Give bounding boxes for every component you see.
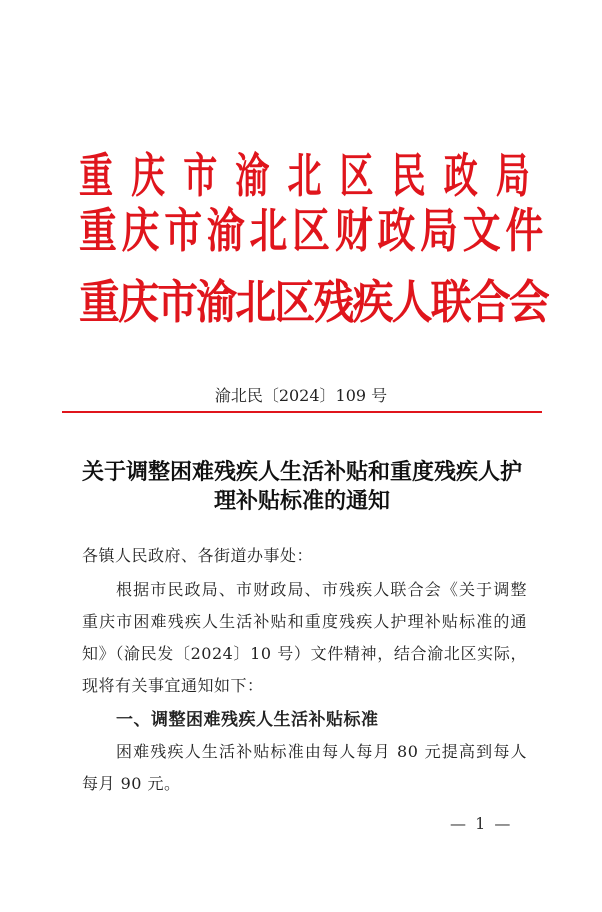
red-divider-rule	[62, 411, 542, 413]
document-title-line-1: 关于调整困难残疾人生活补贴和重度残疾人护	[81, 459, 522, 485]
section-heading-1: 一、调整困难残疾人生活补贴标准	[116, 710, 379, 730]
agency-name-disabled-federation: 重庆市渝北区残疾人联合会	[79, 275, 548, 329]
document-number: 渝北民〔2024〕109 号	[214, 386, 388, 405]
document-title-line-2: 理补贴标准的通知	[213, 488, 390, 514]
body-paragraph-2: 困难残疾人生活补贴标准由每人每月 80 元提高到每人每月 90 元。	[82, 742, 527, 793]
agency-name-finance-document: 重庆市渝北区财政局文件	[79, 204, 548, 259]
agency-name-civil-affairs: 重庆市渝北区民政局	[79, 149, 548, 204]
salutation: 各镇人民政府、各街道办事处：	[82, 546, 314, 565]
body-paragraph-1: 根据市民政局、市财政局、市残疾人联合会《关于调整重庆市困难残疾人生活补贴和重度残疾人护理补贴标准的通知》（渝民发〔2024〕10 号）文件精神，结合渝北区实际，现将有关事宜通知如下：	[82, 580, 527, 695]
page-number: — 1 —	[450, 814, 513, 833]
